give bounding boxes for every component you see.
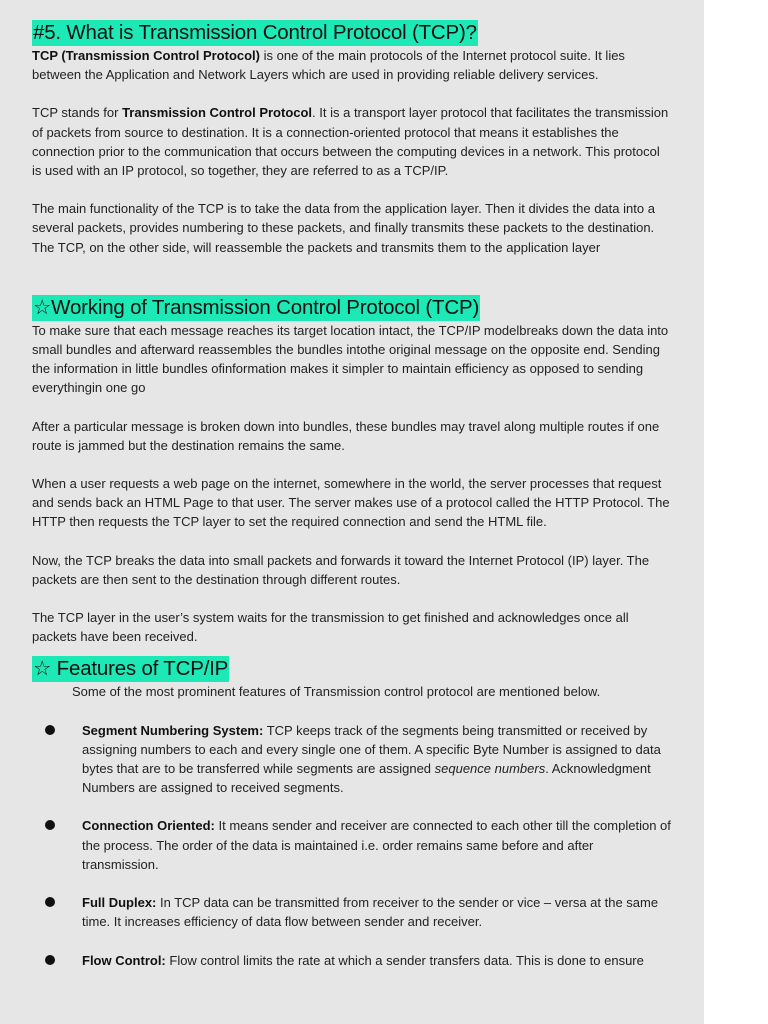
feature-title: Segment Numbering System: — [82, 722, 264, 738]
feature-title: Connection Oriented: — [82, 818, 215, 834]
paragraph — [32, 46, 672, 84]
section-heading-working-of-tcp: ☆Working of Transmission Control Protocol (TCP) — [33, 295, 480, 319]
bullet-icon — [45, 725, 55, 735]
paragraph: The TCP layer in the user’s system waits for the transmission to get finished and acknowledges once all packets have been received. — [32, 610, 629, 645]
feature-text: Flow control limits the rate at which a sender transfers data. This is done to ensure — [165, 952, 644, 968]
list-item — [32, 893, 672, 931]
bullet-icon — [45, 820, 55, 830]
list-item — [32, 951, 672, 970]
paragraph-text: is one of the main protocols of the Internet protocol suite. It lies between the Application and Network Layers which are used in providing reliable delivery services. — [32, 48, 625, 83]
section-working-of-tcp — [32, 295, 672, 321]
paragraph — [32, 103, 672, 180]
features-list — [32, 721, 672, 970]
section-features-of-tcp-ip — [32, 656, 672, 682]
bullet-icon — [45, 955, 55, 965]
bold-term: Transmission Control Protocol — [122, 105, 313, 121]
bullet-icon — [45, 897, 55, 907]
features-intro: Some of the most prominent features of Transmission control protocol are mentioned below. — [72, 684, 601, 700]
paragraph: Now, the TCP breaks the data into small packets and forwards it toward the Internet Protocol (IP) layer. The packets are then sent to the destination through different routes. — [32, 552, 650, 587]
paragraph: After a particular message is broken down into bundles, these bundles may travel along multiple routes if one route is jammed but the destination remains the same. — [32, 418, 660, 453]
paragraph: When a user requests a web page on the internet, somewhere in the world, the server processes that request and sends back an HTML Page to that user. The server makes use of a protocol called the HTTP Protocol. The HTTP then requests the TCP layer to set the required connection and send the HTML file. — [32, 476, 670, 530]
paragraph: The main functionality of the TCP is to take the data from the application layer. Then it divides the data into a several packets, provides numbering to these packets, and finally transmits these packets to the destination. The TCP, on the other side, will reassemble the packets and transmits them to the application layer — [32, 201, 655, 255]
feature-title: Flow Control: — [82, 952, 166, 968]
feature-text: In TCP data can be transmitted from receiver to the sender or vice – versa at the same time. It increases efficiency of data flow between sender and receiver. — [82, 895, 659, 930]
feature-title: Full Duplex: — [82, 895, 157, 911]
paragraph-text: TCP stands for — [32, 105, 123, 121]
feature-text: TCP keeps track of the segments being transmitted or received by assigning numbers to each and every single one of them. A specific Byte Number is assigned to data bytes that are to be transferred while segments are assigned — [82, 722, 661, 777]
section-heading-what-is-tcp: #5. What is Transmission Control Protocol (TCP)? — [33, 21, 477, 44]
section-what-is-tcp — [32, 20, 672, 46]
feature-text: It means sender and receiver are connected to each other till the completion of the process. The order of the data is maintained i.e. order remains same before and after transmission. — [82, 818, 671, 872]
paragraph-text: . It is a transport layer protocol that facilitates the transmission of packets from source to destination. It is a connection-oriented protocol that means it establishes the connection prior to the communication that occurs between the computing devices in a network. This protocol is used with an IP protocol, so together, they are referred to as a TCP/IP. — [32, 105, 669, 179]
paragraph: To make sure that each message reaches its target location intact, the TCP/IP modelbreaks down the data into small bundles and afterward reassembles the bundles intothe original message on the opposite end. Sending the information in little bundles ofinformation makes it simpler to maintain efficiency as opposed to sending everythingin one go — [32, 322, 669, 396]
list-item — [32, 721, 672, 798]
section-heading-features: ☆ Features of TCP/IP — [33, 657, 229, 681]
feature-italic-term: sequence numbers — [434, 761, 546, 777]
list-item — [32, 816, 672, 874]
feature-text: . Acknowledgment Numbers are assigned to received segments. — [82, 761, 651, 796]
bold-term: TCP (Transmission Control Protocol) — [32, 48, 261, 63]
